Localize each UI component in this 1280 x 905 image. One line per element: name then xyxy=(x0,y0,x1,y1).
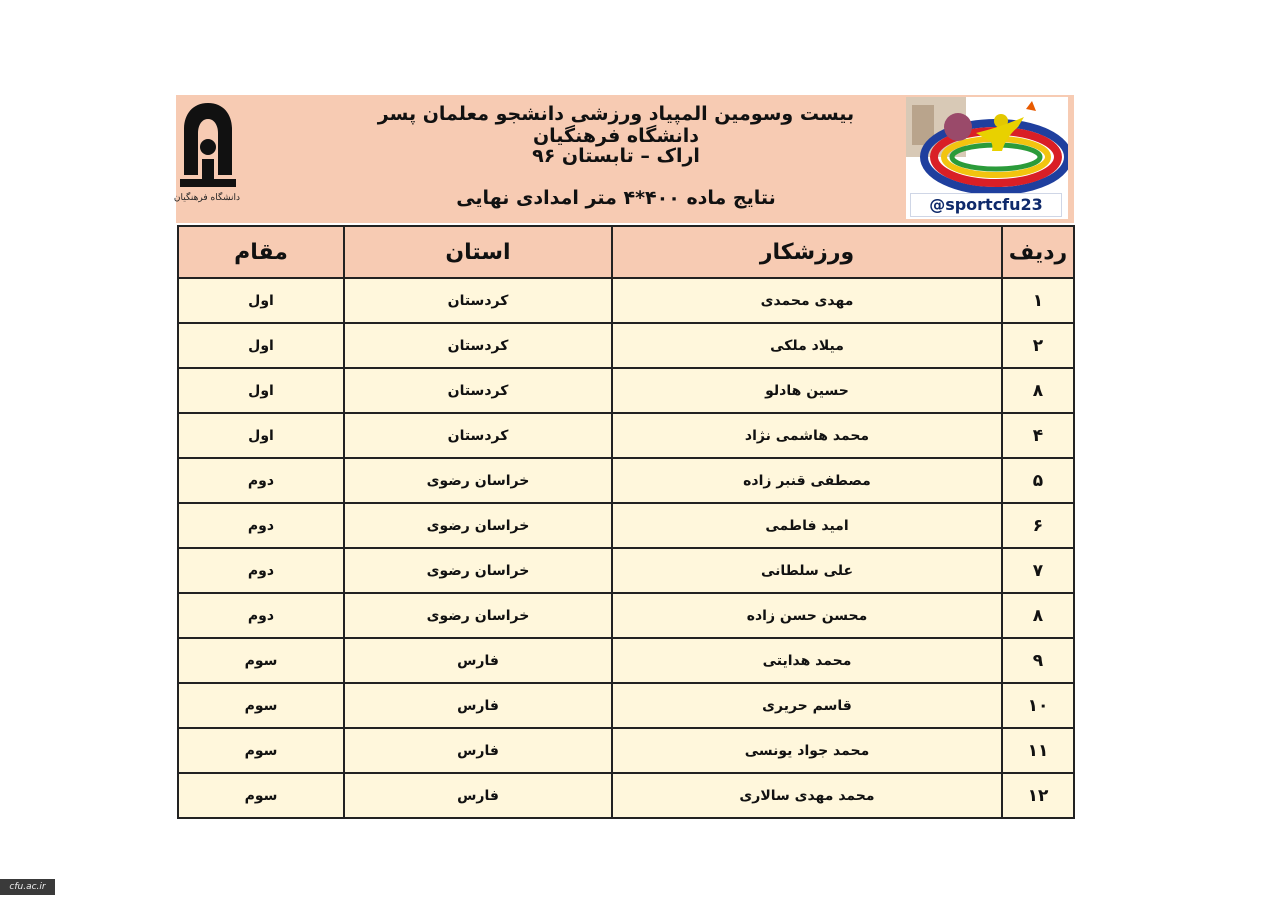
province-cell: کردستان xyxy=(344,413,612,458)
table-row xyxy=(178,773,1074,818)
province-cell: فارس xyxy=(344,773,612,818)
table-row xyxy=(178,638,1074,683)
table-row xyxy=(178,413,1074,458)
table-row xyxy=(178,278,1074,323)
table-row xyxy=(178,368,1074,413)
province-cell: کردستان xyxy=(344,368,612,413)
column-header-province: استان xyxy=(344,226,612,278)
column-header-athlete: ورزشکار xyxy=(612,226,1002,278)
province-cell: کردستان xyxy=(344,323,612,368)
province-cell: خراسان رضوی xyxy=(344,503,612,548)
place-cell: اول xyxy=(178,323,344,368)
place-cell: دوم xyxy=(178,593,344,638)
place-cell: دوم xyxy=(178,548,344,593)
rank-no-cell: ۱۲ xyxy=(1002,773,1074,818)
rank-no-cell: ۶ xyxy=(1002,503,1074,548)
place-cell: سوم xyxy=(178,728,344,773)
province-cell: فارس xyxy=(344,728,612,773)
olympiad-emblem-icon xyxy=(906,97,1068,197)
province-cell: خراسان رضوی xyxy=(344,458,612,503)
athlete-cell: مصطفی قنبر زاده xyxy=(612,458,1002,503)
athlete-cell: علی سلطانی xyxy=(612,548,1002,593)
place-cell: اول xyxy=(178,413,344,458)
rank-no-cell: ۸ xyxy=(1002,593,1074,638)
province-cell: خراسان رضوی xyxy=(344,548,612,593)
athlete-cell: محمد هدایتی xyxy=(612,638,1002,683)
place-cell: سوم xyxy=(178,773,344,818)
rank-no-cell: ۷ xyxy=(1002,548,1074,593)
place-cell: دوم xyxy=(178,503,344,548)
rank-no-cell: ۵ xyxy=(1002,458,1074,503)
table-header-row xyxy=(178,226,1074,278)
university-logo xyxy=(173,101,240,213)
rank-no-cell: ۴ xyxy=(1002,413,1074,458)
place-cell: سوم xyxy=(178,683,344,728)
province-cell: فارس xyxy=(344,683,612,728)
sheet-header xyxy=(173,95,1074,223)
athlete-cell: امید فاطمی xyxy=(612,503,1002,548)
rank-no-cell: ۹ xyxy=(1002,638,1074,683)
athlete-cell: قاسم حریری xyxy=(612,683,1002,728)
table-row xyxy=(178,458,1074,503)
olympiad-title: بیست وسومین المپیاد ورزشی دانشجو معلمان پسر دانشگاه فرهنگیان xyxy=(377,103,855,147)
column-header-rank-no: ردیف xyxy=(1002,226,1074,278)
table-row xyxy=(178,683,1074,728)
site-watermark: cfu.ac.ir xyxy=(0,879,55,895)
location-season: اراک – تابستان ۹۶ xyxy=(532,145,700,167)
social-handle: @sportcfu23 xyxy=(910,193,1062,217)
table-row xyxy=(178,323,1074,368)
rank-no-cell: ۸ xyxy=(1002,368,1074,413)
university-logo-caption: دانشگاه فرهنگیان xyxy=(173,193,240,203)
table-row xyxy=(178,548,1074,593)
column-header-place: مقام xyxy=(178,226,344,278)
table-row xyxy=(178,503,1074,548)
athlete-cell: محمد جواد یونسی xyxy=(612,728,1002,773)
province-cell: فارس xyxy=(344,638,612,683)
athlete-cell: مهدی محمدی xyxy=(612,278,1002,323)
place-cell: دوم xyxy=(178,458,344,503)
province-cell: خراسان رضوی xyxy=(344,593,612,638)
place-cell: اول xyxy=(178,278,344,323)
rank-no-cell: ۱۰ xyxy=(1002,683,1074,728)
place-cell: اول xyxy=(178,368,344,413)
rank-no-cell: ۲ xyxy=(1002,323,1074,368)
athlete-cell: محمد مهدی سالاری xyxy=(612,773,1002,818)
athlete-cell: محمد هاشمی نژاد xyxy=(612,413,1002,458)
results-table-body xyxy=(178,278,1074,818)
rank-no-cell: ۱ xyxy=(1002,278,1074,323)
province-cell: کردستان xyxy=(344,278,612,323)
results-table xyxy=(177,225,1075,819)
table-row xyxy=(178,593,1074,638)
university-emblem-icon xyxy=(176,101,240,193)
place-cell: سوم xyxy=(178,638,344,683)
table-row xyxy=(178,728,1074,773)
sport-logo xyxy=(906,97,1068,219)
rank-no-cell: ۱۱ xyxy=(1002,728,1074,773)
athlete-cell: محسن حسن زاده xyxy=(612,593,1002,638)
athlete-cell: حسین هادلو xyxy=(612,368,1002,413)
event-title: نتایج ماده ۴۰۰*۴ متر امدادی نهایی xyxy=(456,187,776,209)
athlete-cell: میلاد ملکی xyxy=(612,323,1002,368)
results-sheet xyxy=(173,95,1074,806)
